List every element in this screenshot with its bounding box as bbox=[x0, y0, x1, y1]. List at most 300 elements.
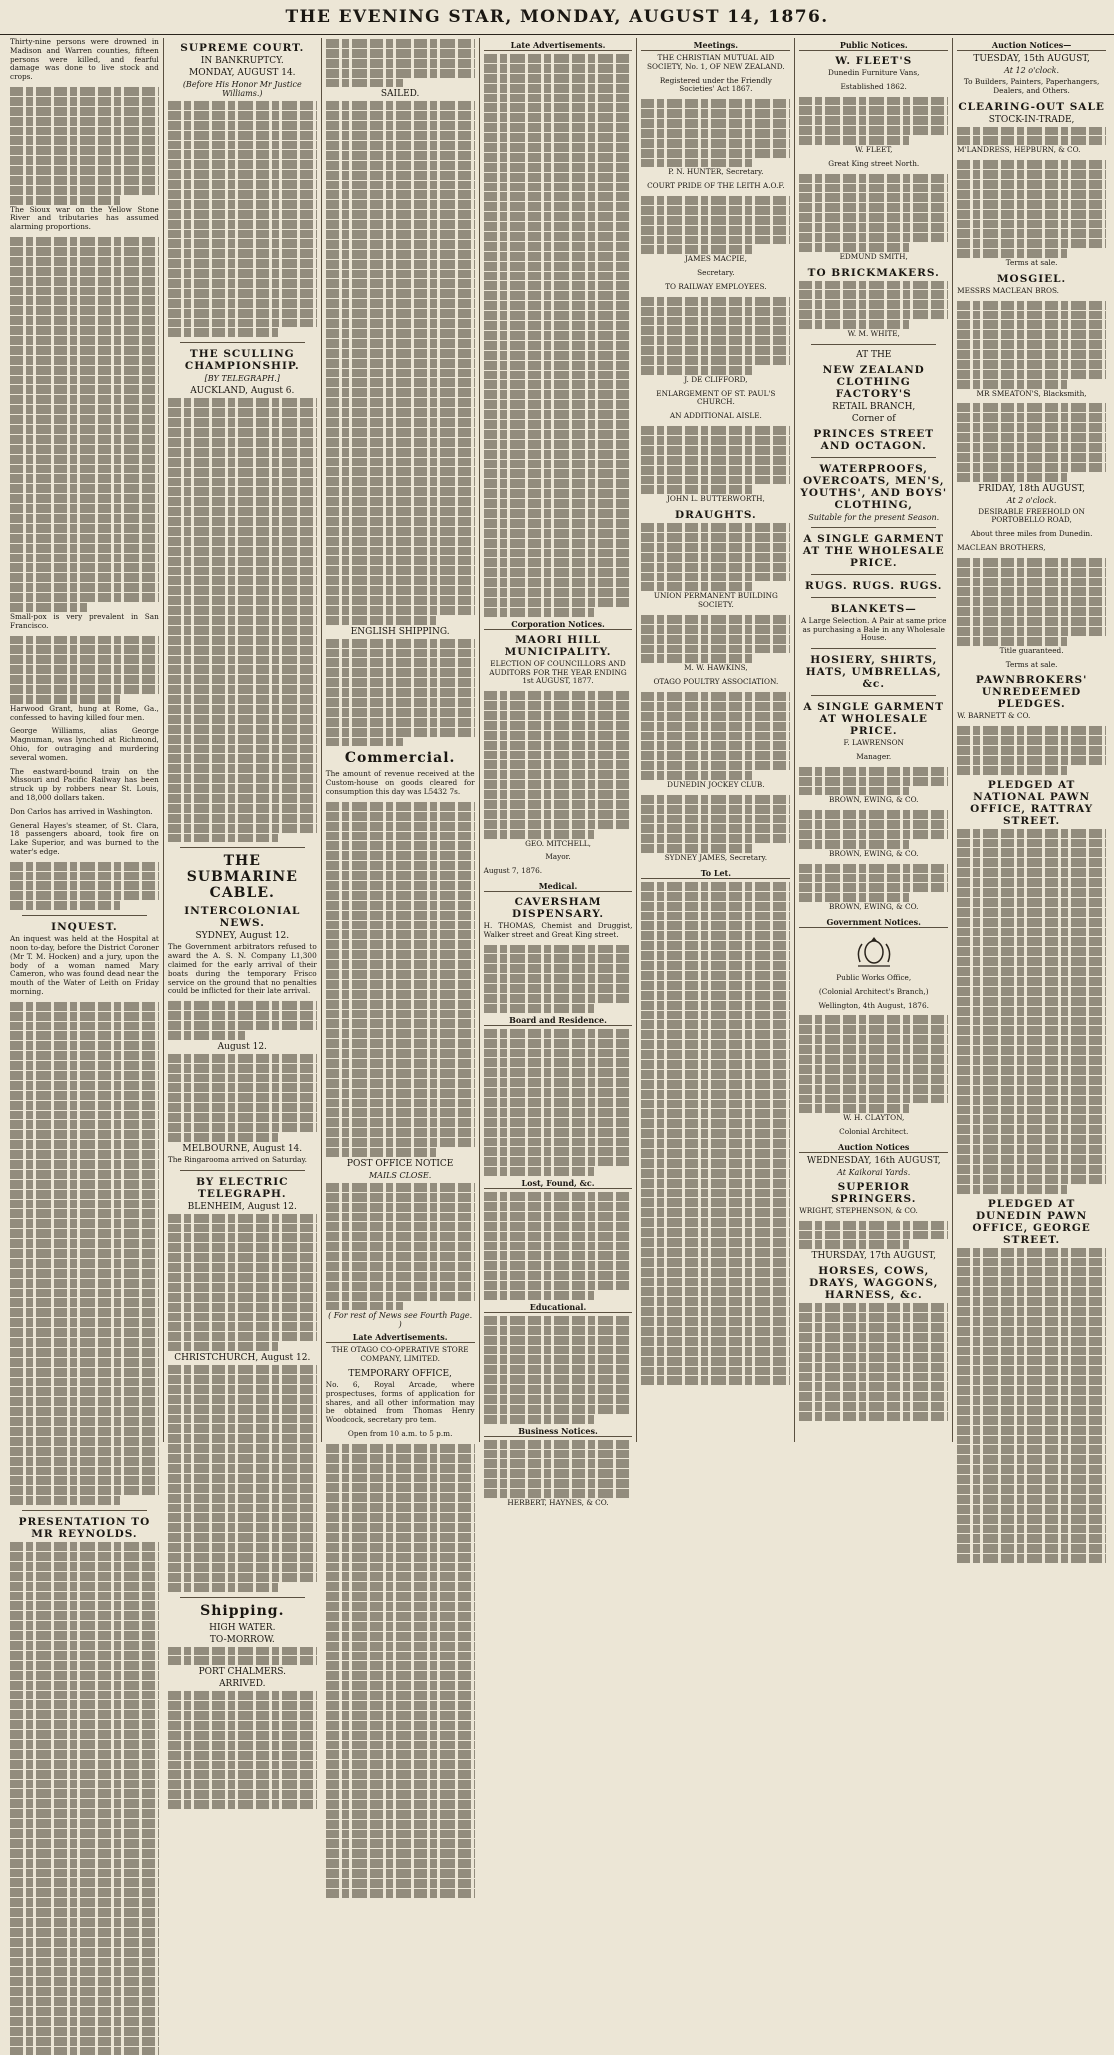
text-line bbox=[799, 1240, 909, 1249]
text-line bbox=[10, 1180, 159, 1189]
text-line bbox=[641, 1297, 790, 1306]
text-line bbox=[484, 380, 633, 389]
text-line bbox=[10, 1918, 159, 1927]
text-line bbox=[326, 1464, 475, 1473]
text-line bbox=[326, 1069, 475, 1078]
text-line bbox=[10, 257, 159, 266]
text-line bbox=[641, 1317, 790, 1326]
text-line bbox=[326, 1741, 475, 1750]
text-line bbox=[10, 1611, 159, 1620]
section-heading: Educational. bbox=[484, 1302, 633, 1313]
text-line bbox=[168, 725, 317, 734]
text-line bbox=[957, 928, 1106, 937]
subheading: IN BANKRUPTCY. bbox=[200, 56, 284, 66]
text-line bbox=[957, 726, 1106, 735]
text-line bbox=[641, 1268, 790, 1277]
text-line bbox=[10, 1849, 159, 1858]
text-line bbox=[641, 119, 790, 128]
text-line bbox=[484, 183, 633, 192]
text-line bbox=[484, 103, 633, 112]
signature: JAMES MACPIE, bbox=[684, 254, 747, 264]
text-line bbox=[168, 1395, 317, 1404]
ad-body: MESSRS MACLEAN BROS. bbox=[957, 285, 1060, 295]
text-line bbox=[10, 1437, 159, 1446]
text-line bbox=[326, 1272, 475, 1281]
text-line bbox=[168, 1523, 317, 1532]
text-line bbox=[484, 1440, 633, 1449]
text-line bbox=[10, 1496, 120, 1505]
text-line bbox=[484, 539, 633, 548]
divider bbox=[180, 1170, 305, 1171]
text-line bbox=[10, 346, 159, 355]
ad-body: Open from 10 a.m. to 5 p.m. bbox=[347, 1429, 453, 1439]
text-line bbox=[799, 1363, 948, 1372]
text-line bbox=[326, 59, 475, 68]
text-line bbox=[326, 369, 475, 378]
text-line bbox=[484, 341, 633, 350]
text-line bbox=[957, 1485, 1106, 1494]
text-line bbox=[484, 1118, 633, 1127]
text-line bbox=[10, 1387, 159, 1396]
text-line bbox=[484, 173, 633, 182]
subheading: TEMPORARY OFFICE, bbox=[348, 1369, 452, 1380]
text-line bbox=[641, 1100, 790, 1109]
text-line bbox=[326, 1661, 475, 1670]
text-line bbox=[957, 403, 1106, 412]
text-line bbox=[326, 1493, 475, 1502]
text-line bbox=[957, 463, 1106, 472]
text-line bbox=[326, 1222, 475, 1231]
text-line bbox=[10, 685, 159, 694]
text-line bbox=[484, 1202, 633, 1211]
text-line bbox=[10, 97, 159, 106]
text-line bbox=[641, 485, 751, 494]
text-line bbox=[168, 557, 317, 566]
text-line bbox=[484, 489, 633, 498]
text-line bbox=[799, 830, 948, 839]
text-line bbox=[957, 200, 1106, 209]
text-line bbox=[799, 1015, 948, 1024]
text-line bbox=[957, 627, 1106, 636]
ad-line: (Colonial Architect's Branch,) bbox=[818, 986, 929, 996]
text-line bbox=[957, 987, 1106, 996]
text-line bbox=[957, 1135, 1106, 1144]
text-line bbox=[484, 1316, 633, 1325]
text-line bbox=[484, 440, 633, 449]
text-line bbox=[168, 1731, 317, 1740]
text-line bbox=[484, 390, 633, 399]
divider bbox=[811, 527, 936, 528]
signature-title: Mayor. bbox=[545, 852, 571, 862]
text-line bbox=[799, 106, 948, 115]
text-line bbox=[326, 1721, 475, 1730]
text-line bbox=[326, 606, 475, 615]
text-line bbox=[326, 1731, 475, 1740]
text-line bbox=[326, 688, 475, 697]
text-line bbox=[168, 200, 317, 209]
text-line bbox=[957, 1046, 1106, 1055]
text-line bbox=[484, 460, 633, 469]
text-line bbox=[168, 150, 317, 159]
text-line bbox=[799, 1412, 948, 1421]
text-line bbox=[799, 1303, 948, 1312]
text-line bbox=[484, 1058, 633, 1067]
text-line bbox=[957, 320, 1106, 329]
text-line bbox=[484, 578, 633, 587]
text-line bbox=[168, 478, 317, 487]
ad-line: WEDNESDAY, 16th AUGUST, bbox=[806, 1155, 941, 1166]
text-line bbox=[484, 954, 633, 963]
text-line bbox=[484, 351, 633, 360]
news-paragraph: George Williams, alias George Magnuman, was lynched at Richmond, Ohio, for outraging and murdering several women. bbox=[10, 726, 159, 762]
text-line bbox=[799, 193, 948, 202]
text-line bbox=[326, 378, 475, 387]
text-line bbox=[326, 1711, 475, 1720]
text-line bbox=[957, 1096, 1106, 1105]
text-line bbox=[484, 430, 633, 439]
ad-title: CLEARING-OUT SALE bbox=[958, 100, 1105, 113]
signature: EDMUND SMITH, bbox=[839, 251, 908, 261]
text-line bbox=[799, 1343, 948, 1352]
text-line bbox=[641, 336, 790, 345]
text-line bbox=[484, 1212, 633, 1221]
text-line bbox=[168, 576, 317, 585]
text-line bbox=[10, 1071, 159, 1080]
masthead-title: THE EVENING STAR, MONDAY, AUGUST 14, 1876. bbox=[285, 7, 829, 27]
text-line bbox=[484, 1128, 633, 1137]
text-line bbox=[326, 980, 475, 989]
text-line bbox=[10, 593, 159, 602]
text-line bbox=[957, 220, 1106, 229]
signature: P. N. HUNTER, Secretary. bbox=[668, 167, 764, 177]
text-line bbox=[641, 1208, 790, 1217]
text-line bbox=[326, 279, 475, 288]
text-line bbox=[326, 408, 475, 417]
text-line bbox=[957, 423, 1106, 432]
section-heading: Auction Notices bbox=[799, 1142, 948, 1153]
text-line bbox=[168, 1243, 317, 1252]
text-line bbox=[957, 1007, 1106, 1016]
text-line bbox=[641, 476, 790, 485]
text-line bbox=[799, 820, 948, 829]
text-line bbox=[168, 1293, 317, 1302]
text-line bbox=[484, 74, 633, 83]
news-paragraph: The amount of revenue received at the Custom-house on goods cleared for consumption this day was L5432 7s. bbox=[325, 769, 475, 797]
text-line bbox=[957, 1036, 1106, 1045]
text-line bbox=[641, 1050, 790, 1059]
text-line bbox=[799, 840, 909, 849]
text-line bbox=[326, 566, 475, 575]
ad-title: HORSES, COWS, DRAYS, WAGGONS, HARNESS, &c. bbox=[809, 1265, 939, 1302]
text-line bbox=[641, 815, 790, 824]
text-line bbox=[10, 1651, 159, 1660]
text-line bbox=[957, 1475, 1106, 1484]
text-line bbox=[168, 1313, 317, 1322]
dateline: CHRISTCHURCH, August 12. bbox=[174, 1353, 311, 1364]
text-line bbox=[10, 1269, 159, 1278]
text-line bbox=[957, 1076, 1106, 1085]
text-line bbox=[326, 1108, 475, 1117]
text-line bbox=[10, 166, 159, 175]
section-heading: Government Notices. bbox=[799, 917, 948, 928]
subheading: TO-MORROW. bbox=[209, 1634, 275, 1645]
text-line bbox=[326, 448, 475, 457]
news-paragraph: The Government arbitrators refused to award the A. S. N. Company L1,300 claimed for the early arrival of their boats during the temporary Frisco service on the ground that no penalties could be inflicted for their late arrival. bbox=[167, 942, 317, 996]
text-line bbox=[641, 245, 751, 254]
text-line bbox=[326, 250, 475, 259]
text-line bbox=[10, 1081, 159, 1090]
text-line bbox=[484, 1281, 633, 1290]
text-line bbox=[957, 937, 1106, 946]
text-line bbox=[10, 87, 159, 96]
text-line bbox=[326, 547, 475, 556]
text-line bbox=[326, 299, 475, 308]
text-line bbox=[326, 950, 475, 959]
text-line bbox=[168, 1484, 317, 1493]
text-line bbox=[326, 1849, 475, 1858]
text-line bbox=[641, 1337, 790, 1346]
text-line bbox=[168, 626, 317, 635]
text-line bbox=[326, 1780, 475, 1789]
text-line bbox=[484, 519, 633, 528]
text-line bbox=[10, 415, 159, 424]
text-line bbox=[484, 1405, 633, 1414]
text-line bbox=[641, 931, 790, 940]
ad-line: Wellington, 4th August, 1876. bbox=[818, 1000, 929, 1010]
text-line bbox=[326, 1800, 475, 1809]
text-line bbox=[799, 787, 909, 796]
text-line bbox=[799, 777, 948, 786]
text-line bbox=[168, 1691, 317, 1700]
text-line bbox=[326, 398, 475, 407]
text-line bbox=[641, 139, 790, 148]
text-line bbox=[957, 587, 1106, 596]
text-line bbox=[957, 1416, 1106, 1425]
text-line bbox=[168, 705, 317, 714]
text-line bbox=[957, 1185, 1067, 1194]
text-line bbox=[641, 1357, 790, 1366]
text-line bbox=[326, 1691, 475, 1700]
text-line bbox=[10, 1898, 159, 1907]
text-line bbox=[799, 1373, 948, 1382]
divider bbox=[811, 597, 936, 598]
text-line bbox=[641, 1040, 790, 1049]
section-heading: Board and Residence. bbox=[484, 1015, 633, 1026]
text-line bbox=[10, 1486, 159, 1495]
text-line bbox=[641, 1030, 790, 1039]
text-line bbox=[484, 509, 633, 518]
text-line bbox=[10, 1572, 159, 1581]
text-line bbox=[326, 658, 475, 667]
text-line bbox=[641, 1149, 790, 1158]
text-line bbox=[168, 121, 317, 130]
text-line bbox=[326, 841, 475, 850]
text-line bbox=[168, 567, 317, 576]
text-line bbox=[799, 116, 948, 125]
text-line bbox=[10, 1259, 159, 1268]
text-line bbox=[168, 319, 317, 328]
news-paragraph: General Hayes's steamer, of St. Clara, 18 passengers aboard, took fire on Lake Superior, and was burned to the water's edge. bbox=[10, 820, 159, 856]
text-line bbox=[326, 319, 475, 328]
text-line bbox=[641, 297, 790, 306]
text-line bbox=[168, 408, 317, 417]
text-line bbox=[326, 1039, 475, 1048]
text-line bbox=[957, 637, 1067, 646]
section-heading: Late Advertisements. bbox=[326, 1332, 475, 1343]
text-line bbox=[326, 1533, 475, 1542]
text-line bbox=[168, 586, 317, 595]
text-line bbox=[957, 1248, 1106, 1257]
text-line bbox=[10, 1958, 159, 1967]
section-heading: BY ELECTRIC TELEGRAPH. bbox=[196, 1175, 289, 1200]
ad-line: At Kaikorai Yards. bbox=[837, 1167, 911, 1177]
text-line bbox=[799, 1035, 948, 1044]
text-line bbox=[326, 161, 475, 170]
text-line bbox=[326, 329, 475, 338]
text-line bbox=[957, 1086, 1106, 1095]
ad-title: DESIRABLE FREEHOLD ON PORTOBELLO ROAD, bbox=[978, 506, 1085, 525]
text-line bbox=[484, 770, 633, 779]
text-line bbox=[641, 523, 790, 532]
text-line bbox=[641, 625, 790, 634]
text-line bbox=[10, 336, 159, 345]
text-line bbox=[957, 868, 1106, 877]
text-line bbox=[641, 356, 790, 365]
ad-title: PAWNBROKERS' UNREDEEMED PLEDGES. bbox=[975, 674, 1088, 711]
text-line bbox=[484, 588, 633, 597]
text-line bbox=[641, 1070, 790, 1079]
text-line bbox=[641, 805, 790, 814]
text-line bbox=[641, 844, 751, 853]
text-line bbox=[168, 1533, 317, 1542]
text-line bbox=[641, 1119, 790, 1128]
note: ( For rest of News see Fourth Page. ) bbox=[328, 1311, 473, 1330]
text-line bbox=[10, 1938, 159, 1947]
ad-line: About three miles from Dunedin. bbox=[970, 529, 1093, 539]
text-line bbox=[326, 616, 436, 625]
text-line bbox=[957, 443, 1106, 452]
text-line bbox=[957, 380, 1067, 389]
text-line bbox=[168, 784, 317, 793]
text-line bbox=[168, 1494, 317, 1503]
date: August 7, 1876. bbox=[483, 866, 543, 876]
ad-title: DUNEDIN JOCKEY CLUB. bbox=[667, 779, 765, 789]
text-line bbox=[10, 465, 159, 474]
text-line bbox=[168, 764, 317, 773]
text-line bbox=[10, 455, 159, 464]
text-line bbox=[168, 1021, 317, 1030]
text-line bbox=[10, 1869, 159, 1878]
text-line bbox=[957, 1337, 1106, 1346]
text-line bbox=[10, 1378, 159, 1387]
text-line bbox=[957, 1386, 1106, 1395]
text-line bbox=[168, 170, 317, 179]
text-line bbox=[10, 1730, 159, 1739]
text-line bbox=[10, 583, 159, 592]
text-line bbox=[326, 131, 475, 140]
section-heading: SUPREME COURT. bbox=[180, 42, 305, 54]
text-line bbox=[641, 834, 790, 843]
text-line bbox=[641, 951, 790, 960]
text-line bbox=[641, 216, 790, 225]
text-line bbox=[326, 1213, 475, 1222]
text-line bbox=[326, 1292, 475, 1301]
text-line bbox=[641, 1090, 790, 1099]
text-line bbox=[641, 466, 790, 475]
text-line bbox=[484, 1395, 633, 1404]
ad-line: THURSDAY, 17th AUGUST, bbox=[811, 1251, 936, 1262]
text-line bbox=[799, 136, 909, 145]
text-line bbox=[326, 1879, 475, 1888]
text-line bbox=[641, 1307, 790, 1316]
text-line bbox=[168, 1553, 317, 1562]
text-line bbox=[326, 1483, 475, 1492]
text-line bbox=[484, 113, 633, 122]
text-line bbox=[326, 556, 475, 565]
text-line bbox=[10, 514, 159, 523]
text-line bbox=[799, 1104, 909, 1113]
text-line bbox=[484, 123, 633, 132]
text-line bbox=[10, 1997, 159, 2006]
ad-subtitle: AN ADDITIONAL AISLE. bbox=[669, 411, 762, 421]
news-paragraph: The eastward-bound train on the Missouri and Pacific Railway has been struck up by robbers near St. Louis, and 18,000 dollars taken. bbox=[10, 766, 159, 802]
text-line bbox=[168, 774, 317, 783]
signature: M. W. HAWKINS, bbox=[684, 663, 748, 673]
dateline: AUCKLAND, August 6. bbox=[190, 386, 295, 397]
text-line bbox=[484, 820, 633, 829]
text-line bbox=[641, 1020, 790, 1029]
text-line bbox=[168, 537, 317, 546]
text-line bbox=[484, 1232, 633, 1241]
text-line bbox=[326, 151, 475, 160]
ad-subtitle: Established 1862. bbox=[840, 81, 907, 91]
text-line bbox=[326, 458, 475, 467]
text-line bbox=[326, 69, 475, 78]
section-heading: PRESENTATION TO MR REYNOLDS. bbox=[18, 1516, 151, 1541]
text-line bbox=[957, 1455, 1106, 1464]
text-line bbox=[168, 745, 317, 754]
text-line bbox=[484, 790, 633, 799]
text-line bbox=[10, 573, 159, 582]
text-line bbox=[484, 721, 633, 730]
text-line bbox=[10, 1908, 159, 1917]
divider bbox=[180, 847, 305, 848]
text-line bbox=[10, 435, 159, 444]
text-line bbox=[484, 1291, 594, 1300]
ad-line: Title guaranteed. bbox=[999, 645, 1064, 655]
text-line bbox=[326, 1079, 475, 1088]
text-line bbox=[10, 395, 159, 404]
ad-subtitle: Dunedin Furniture Vans, bbox=[828, 68, 920, 77]
text-line bbox=[10, 366, 159, 375]
subheading: MAILS CLOSE. bbox=[368, 1170, 432, 1180]
text-line bbox=[168, 1405, 317, 1414]
text-line bbox=[957, 1277, 1106, 1286]
text-line bbox=[957, 1106, 1106, 1115]
ad-title: ENLARGEMENT OF ST. PAUL'S CHURCH. bbox=[656, 388, 776, 407]
column-7 bbox=[953, 38, 1110, 1442]
text-line bbox=[326, 1632, 475, 1641]
text-line bbox=[957, 1347, 1106, 1356]
text-line bbox=[326, 1612, 475, 1621]
text-line bbox=[957, 127, 1106, 136]
text-line bbox=[168, 1701, 317, 1710]
text-line bbox=[10, 176, 159, 185]
text-line bbox=[957, 180, 1106, 189]
text-line bbox=[641, 741, 790, 750]
text-line bbox=[484, 1192, 633, 1201]
text-line bbox=[168, 210, 317, 219]
